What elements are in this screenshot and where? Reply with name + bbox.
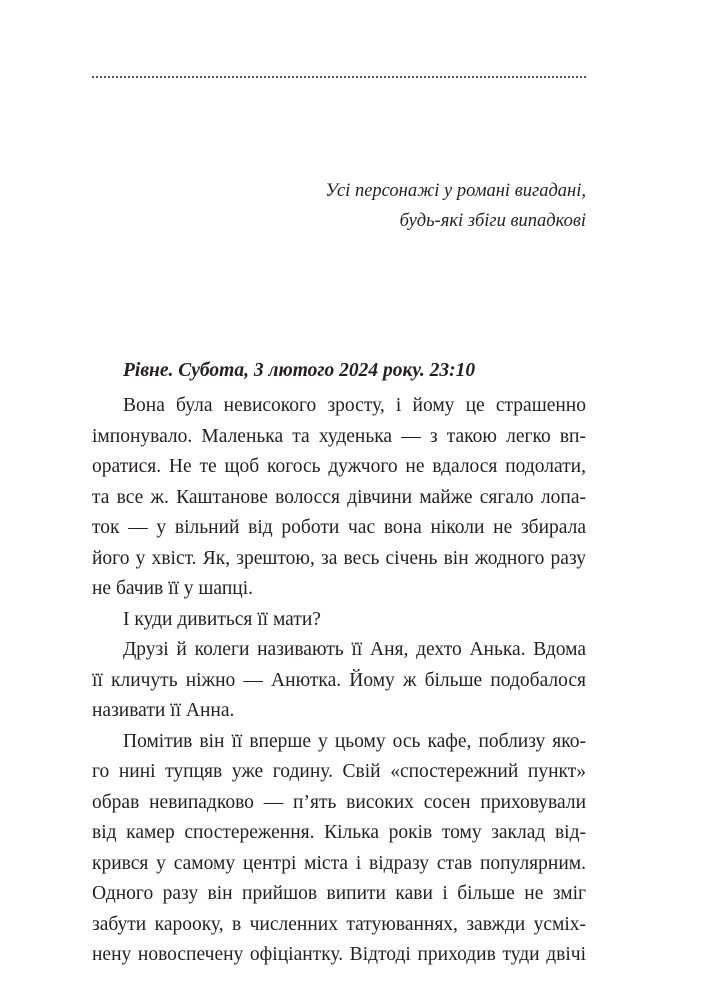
text-line: крився у самому центрі міста і відразу став популярним. bbox=[92, 852, 586, 874]
epigraph-line-1: Усі персонажі у романі вигадані, bbox=[325, 181, 586, 201]
text-line: Одного разу він прийшов випити кави і більше не зміг bbox=[92, 883, 586, 904]
text-line: від камер спостереження. Кілька років тому заклад від- bbox=[92, 822, 586, 843]
text-line: го нині тупцяв уже годину. Свій «спостережний пункт» bbox=[92, 761, 586, 782]
text-line: називати її Анна. bbox=[92, 700, 235, 721]
text-line: її кличуть ніжно — Анютка. Йому ж більше подобалося bbox=[92, 669, 586, 691]
top-dotted-rule bbox=[92, 76, 586, 78]
text-line: нену новоспечену офіціантку. Відтоді приходив туди двічі bbox=[92, 944, 586, 965]
body-text bbox=[92, 391, 586, 971]
chapter-heading: Рівне. Субота, 3 лютого 2024 року. 23:10 bbox=[123, 360, 476, 381]
text-line: забути карооку, в численних татуюваннях, завжди усміх- bbox=[92, 913, 586, 935]
epigraph-line-2: будь-які збіги випадкові bbox=[399, 211, 586, 231]
text-line: оратися. Не те щоб когось дужчого не вдалося подолати, bbox=[92, 456, 586, 477]
epigraph bbox=[325, 176, 586, 236]
text-line: І куди дивиться її мати? bbox=[123, 608, 321, 630]
text-line: Вона була невисокого зросту, і йому це страшенно bbox=[123, 395, 586, 416]
text-line: його у хвіст. Як, зрештою, за весь січень він жодного разу bbox=[92, 547, 586, 569]
text-line: Помітив він її вперше у цьому ось кафе, поблизу яко- bbox=[123, 730, 586, 752]
text-line: ток — у вільний від роботи час вона ніколи не збирала bbox=[92, 517, 586, 538]
text-line: обрав невипадково — п’ять високих сосен приховували bbox=[92, 791, 586, 813]
text-line: не бачив її у шапці. bbox=[92, 578, 253, 599]
text-line: Друзі й колеги називають її Аня, дехто Анька. Вдома bbox=[123, 639, 586, 660]
text-line: та все ж. Каштанове волосся дівчини майже сягало лопа- bbox=[92, 486, 586, 508]
text-line: імпонувало. Маленька та худенька — з такою легко вп- bbox=[92, 425, 586, 447]
